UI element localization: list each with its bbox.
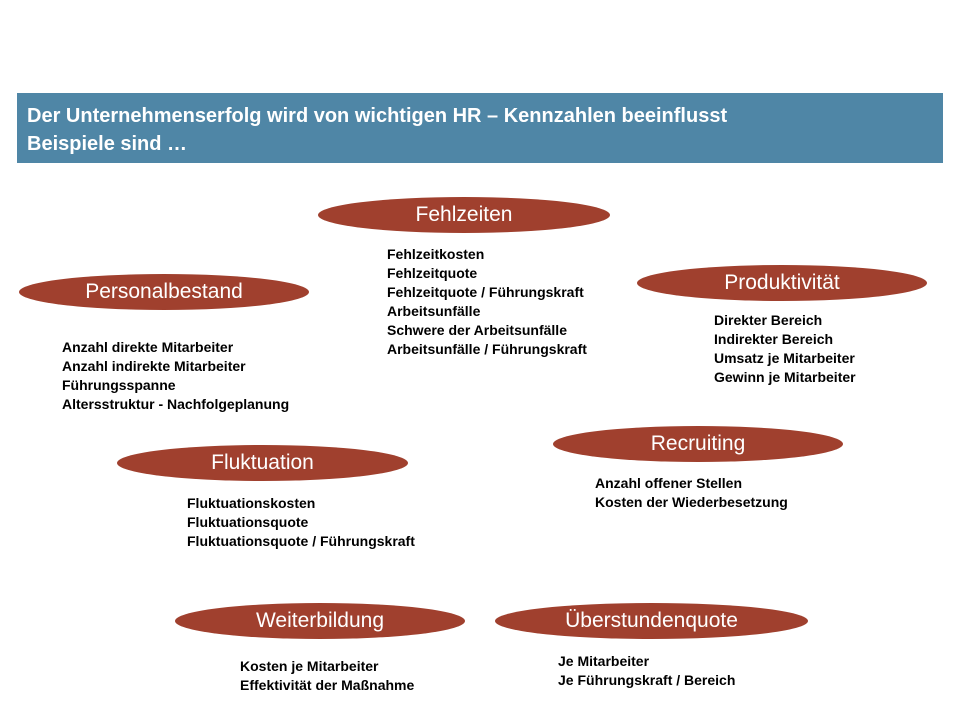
kpi-item: Fehlzeitkosten (387, 246, 485, 262)
kpi-item: Je Führungskraft / Bereich (558, 672, 736, 688)
topic-pill-fehlzeiten (318, 197, 610, 233)
kpi-item: Fluktuationskosten (187, 495, 316, 511)
topic-pill-produktivitaet (637, 265, 927, 301)
header-title: Der Unternehmenserfolg wird von wichtigen HR – Kennzahlen beeinflusst (27, 105, 728, 127)
kpi-item: Fehlzeitquote (387, 265, 478, 281)
kpi-list-weiterbildung (240, 657, 414, 695)
kpi-item: Anzahl offener Stellen (595, 475, 743, 491)
topic-label-personalbestand: Personalbestand (85, 280, 243, 303)
kpi-item: Anzahl indirekte Mitarbeiter (62, 358, 246, 374)
kpi-list-produktivitaet (714, 311, 856, 387)
topic-label-fehlzeiten: Fehlzeiten (415, 203, 513, 226)
kpi-item: Fehlzeitquote / Führungskraft (387, 284, 584, 300)
kpi-item: Arbeitsunfälle (387, 303, 481, 319)
kpi-item: Indirekter Bereich (714, 331, 834, 347)
kpi-item: Kosten der Wiederbesetzung (595, 494, 788, 510)
kpi-list-fluktuation (187, 494, 415, 551)
kpi-item: Fluktuationsquote (187, 514, 309, 530)
topic-label-fluktuation: Fluktuation (211, 451, 314, 474)
topic-label-weiterbildung: Weiterbildung (255, 609, 385, 632)
kpi-item: Fluktuationsquote / Führungskraft (187, 533, 415, 549)
topic-pill-ueberstundenquote (495, 603, 808, 639)
kpi-list-ueberstundenquote (558, 652, 735, 690)
kpi-item: Altersstruktur - Nachfolgeplanung (62, 396, 290, 412)
kpi-list-personalbestand (62, 338, 289, 414)
kpi-list-recruiting (595, 474, 788, 512)
kpi-item: Je Mitarbeiter (558, 653, 650, 669)
kpi-item: Direkter Bereich (714, 312, 823, 328)
kpi-item: Arbeitsunfälle / Führungskraft (387, 341, 587, 357)
header-subtitle: Beispiele sind … (27, 133, 188, 155)
header-banner (17, 93, 943, 163)
topic-pill-weiterbildung (175, 603, 465, 639)
kpi-list-fehlzeiten (387, 245, 587, 359)
kpi-item: Schwere der Arbeitsunfälle (387, 322, 567, 338)
kpi-item: Effektivität der Maßnahme (240, 677, 415, 693)
topic-label-ueberstundenquote: Überstundenquote (565, 609, 738, 632)
topic-label-produktivitaet: Produktivität (724, 271, 840, 294)
kpi-item: Umsatz je Mitarbeiter (714, 350, 855, 366)
kpi-item: Kosten je Mitarbeiter (240, 658, 379, 674)
topic-label-recruiting: Recruiting (650, 432, 746, 455)
topic-pill-personalbestand (19, 274, 309, 310)
topic-pill-fluktuation (117, 445, 408, 481)
kpi-item: Anzahl direkte Mitarbeiter (62, 339, 234, 355)
kpi-item: Führungsspanne (62, 377, 176, 393)
kpi-item: Gewinn je Mitarbeiter (714, 369, 856, 385)
topic-pill-recruiting (553, 426, 843, 462)
